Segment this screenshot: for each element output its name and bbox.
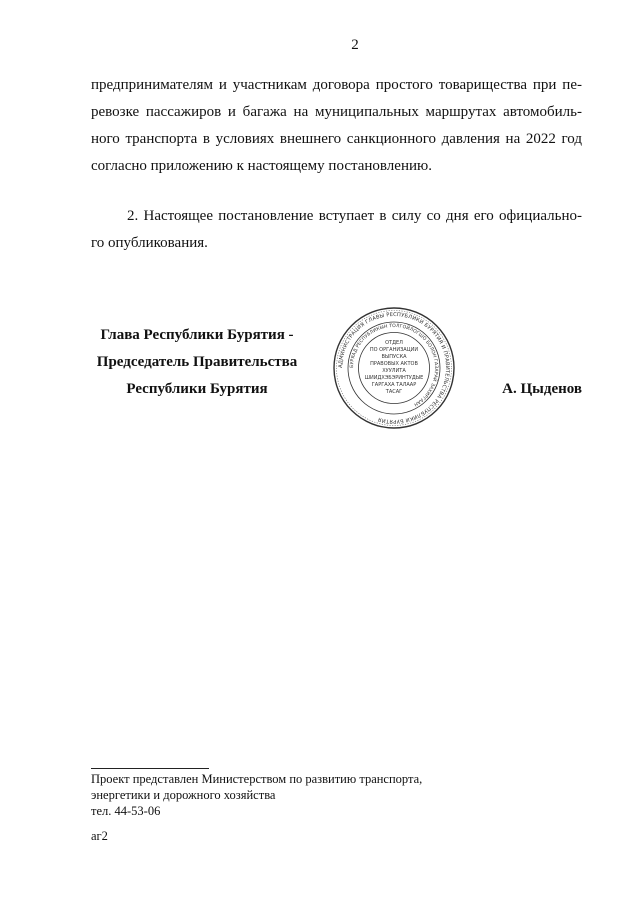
paragraph-1-line-2: ревозке пассажиров и багажа на муниципальных маршрутах автомобиль- xyxy=(91,104,582,120)
svg-text:ГАРГАХА ТАЛААР: ГАРГАХА ТАЛААР xyxy=(371,382,417,388)
paragraph-1-line-1: предпринимателям и участникам договора простого товарищества при пе- xyxy=(91,77,582,93)
footer-line-1: Проект представлен Министерством по развитию транспорта, xyxy=(91,772,423,786)
footer-phone: тел. 44-53-06 xyxy=(91,804,161,818)
signatory-title-line-3: Республики Бурятия xyxy=(126,381,268,397)
svg-text:АДМИНИСТРАЦИЯ ГЛАВЫ РЕСПУБЛИКИ: АДМИНИСТРАЦИЯ ГЛАВЫ РЕСПУБЛИКИ БУРЯТИЯ И ПРАВИТЕЛЬСТВА РЕСПУБЛИКИ БУРЯТИЯ xyxy=(337,311,451,425)
document-code: аг2 xyxy=(91,829,108,843)
svg-text:ТАСАГ: ТАСАГ xyxy=(385,389,403,395)
svg-text:ПО ОРГАНИЗАЦИИ: ПО ОРГАНИЗАЦИИ xyxy=(369,347,419,353)
svg-text:ШИИДХЭБЭРИНТУДЫЕ: ШИИДХЭБЭРИНТУДЫЕ xyxy=(364,375,424,381)
svg-text:ОТДЕЛ: ОТДЕЛ xyxy=(385,340,403,346)
signatory-name: А. Цыденов xyxy=(502,381,582,397)
paragraph-1-line-3: ного транспорта в условиях внешнего санкционного давления на 2022 год xyxy=(91,131,582,147)
footnote-divider xyxy=(91,768,209,769)
page-number: 2 xyxy=(351,37,359,53)
svg-text:ХУУЛИТА: ХУУЛИТА xyxy=(382,368,406,374)
paragraph-1-line-4: согласно приложению к настоящему постановлению. xyxy=(91,158,432,174)
paragraph-2-line-1: 2. Настоящее постановление вступает в силу со дня его официально- xyxy=(127,208,582,224)
signatory-title-line-1: Глава Республики Бурятия - xyxy=(100,327,294,343)
svg-text:ВЫПУСКА: ВЫПУСКА xyxy=(381,354,407,360)
official-seal xyxy=(332,306,456,430)
paragraph-2-line-2: го опубликования. xyxy=(91,235,208,251)
signatory-title-line-2: Председатель Правительства xyxy=(96,354,298,370)
svg-text:БУРЯАД РЕСПУБЛИКЫН ТОЛГОЙЛОГШО: БУРЯАД РЕСПУБЛИКЫН ТОЛГОЙЛОГШО БОЛОН ГАЗАРАЙ ЗАХИРГААН xyxy=(349,323,439,407)
svg-text:ПРАВОВЫХ АКТОВ: ПРАВОВЫХ АКТОВ xyxy=(370,361,418,367)
footer-line-2: энергетики и дорожного хозяйства xyxy=(91,788,276,802)
